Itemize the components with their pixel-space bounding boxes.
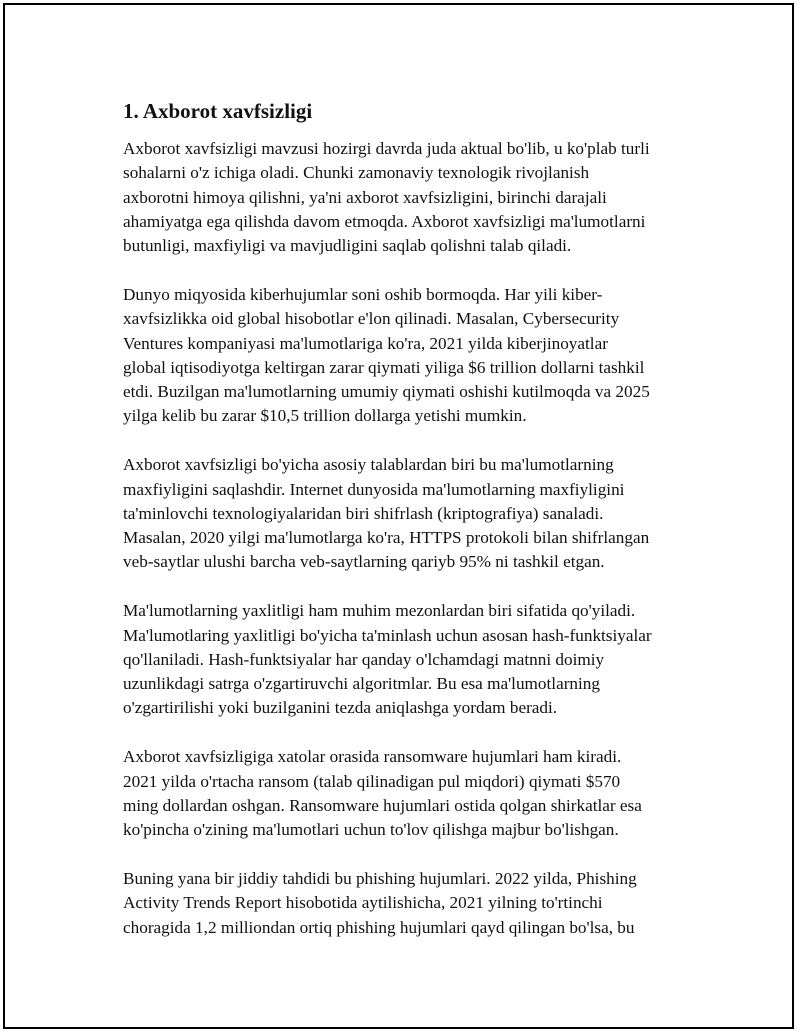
paragraph-confidentiality — [123, 453, 693, 574]
text-line: Ma'lumotlaring yaxlitligi bo'yicha ta'minlash uchun asosan hash-funktsiyalar — [123, 625, 652, 645]
paragraph-phishing — [123, 867, 693, 940]
text-line: veb-saytlar ulushi barcha veb-saytlarning qariyb 95% ni tashkil etgan. — [123, 552, 605, 572]
text-line: qo'llaniladi. Hash-funktsiyalar har qanday o'lchamdagi matnni doimiy — [123, 649, 605, 669]
text-line: xavfsizlikka oid global hisobotlar e'lon qilinadi. Masalan, Cybersecurity — [123, 309, 620, 329]
text-line: ming dollardan oshgan. Ransomware hujumlari ostida qolgan shirkatlar esa — [123, 795, 642, 815]
text-line: ta'minlovchi texnologiyalaridan biri shifrlash (kriptografiya) sanaladi. — [123, 503, 604, 523]
text-line: Ma'lumotlarning yaxlitligi ham muhim mezonlardan biri sifatida qo'yiladi. — [123, 601, 636, 621]
text-line: choragida 1,2 milliondan ortiq phishing hujumlari qayd qilingan bo'lsa, bu — [123, 917, 635, 937]
text-line: etdi. Buzilgan ma'lumotlarning umumiy qiymati oshishi kutilmoqda va 2025 — [123, 382, 650, 402]
text-line: Buning yana bir jiddiy tahdidi bu phishing hujumlari. 2022 yilda, Phishing — [123, 868, 637, 888]
paragraph-integrity — [123, 599, 693, 720]
text-line: o'zgartirilishi yoki buzilganini tezda aniqlashga yordam beradi. — [123, 698, 558, 718]
text-line: uzunlikdagi satrga o'zgartiruvchi algoritmlar. Bu esa ma'lumotlarning — [123, 674, 600, 694]
text-line: yilga kelib bu zarar $10,5 trillion dollarga yetishi mumkin. — [123, 406, 527, 426]
section-heading: 1. Axborot xavfsizligi — [123, 99, 313, 123]
text-line: Axborot xavfsizligi bo'yicha asosiy talablardan biri bu ma'lumotlarning — [123, 455, 614, 475]
paragraph-intro — [123, 137, 693, 258]
text-line: sohalarni o'z ichiga oladi. Chunki zamonaviy texnologik rivojlanish — [123, 163, 590, 183]
text-line: global iqtisodiyotga keltirgan zarar qiymati yiliga $6 trillion dollarni tashkil — [123, 357, 645, 377]
document-body — [123, 97, 693, 964]
text-line: Axborot xavfsizligi mavzusi hozirgi davrda juda aktual bo'lib, u ko'plab turli — [123, 139, 650, 158]
text-line: ko'pincha o'zining ma'lumotlari uchun to'lov qilishga majbur bo'lishgan. — [123, 820, 619, 840]
text-line: Dunyo miqyosida kiberhujumlar soni oshib bormoqda. Har yili kiber- — [123, 284, 603, 304]
text-line: axborotni himoya qilishni, ya'ni axborot xavfsizligini, birinchi darajali — [123, 187, 607, 207]
text-line: Masalan, 2020 yilgi ma'lumotlarga ko'ra, HTTPS protokoli bilan shifrlangan — [123, 528, 650, 548]
text-line: butunligi, maxfiyligi va mavjudligini saqlab qolishni talab qiladi. — [123, 236, 572, 256]
text-line: ahamiyatga ega qilishda davom etmoqda. Axborot xavfsizligi ma'lumotlarni — [123, 211, 646, 231]
document-page — [3, 3, 794, 1029]
text-line: 2021 yilda o'rtacha ransom (talab qilinadigan pul miqdori) qiymati $570 — [123, 771, 621, 791]
paragraph-ransomware — [123, 745, 693, 842]
paragraph-cyberattacks — [123, 283, 693, 429]
text-line: Axborot xavfsizligiga xatolar orasida ransomware hujumlari ham kiradi. — [123, 747, 622, 767]
text-line: Activity Trends Report hisobotida aytilishicha, 2021 yilning to'rtinchi — [123, 893, 603, 913]
text-line: maxfiyligini saqlashdir. Internet dunyosida ma'lumotlarning maxfiyligini — [123, 479, 625, 499]
text-line: Ventures kompaniyasi ma'lumotlariga ko'ra, 2021 yilda kiberjinoyatlar — [123, 333, 608, 353]
